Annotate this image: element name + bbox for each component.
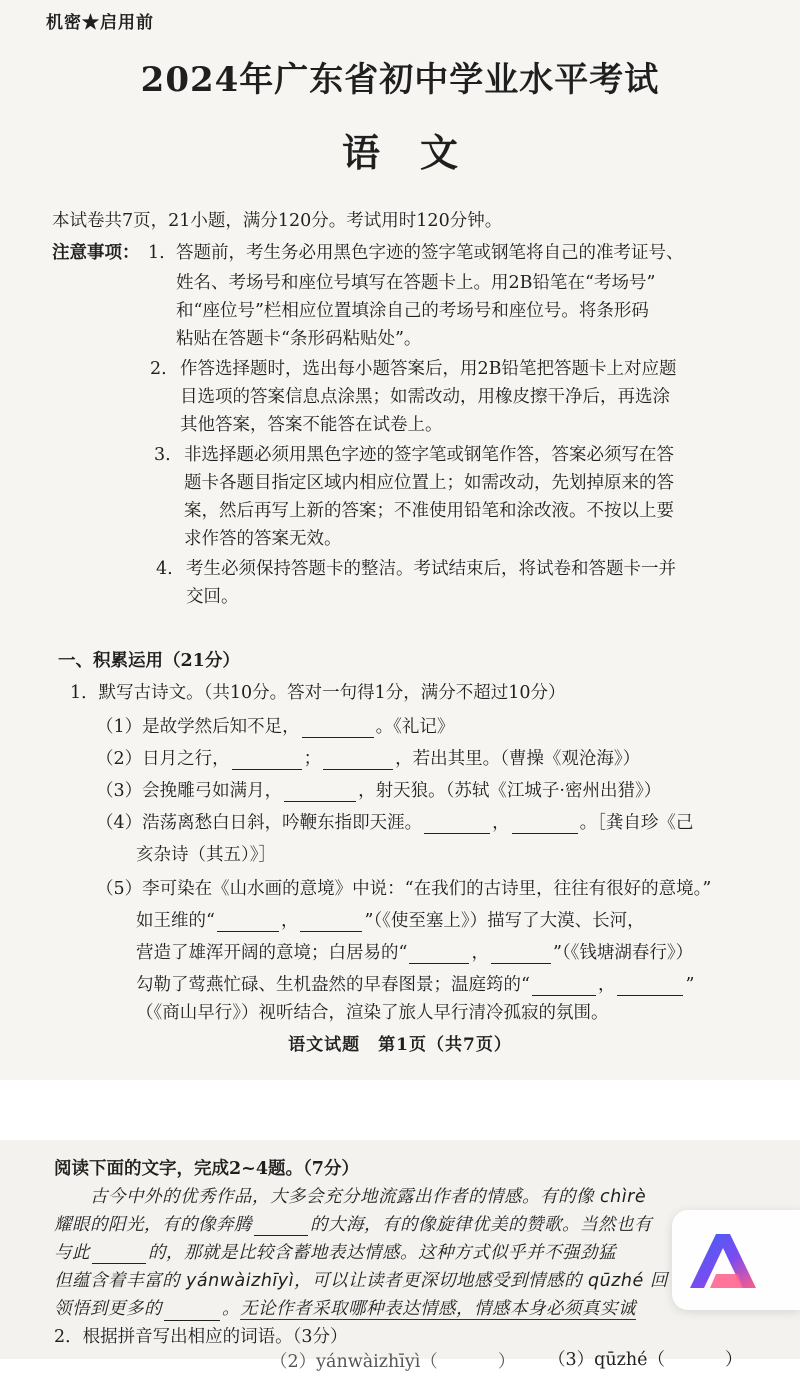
- answer-blank[interactable]: [323, 751, 393, 770]
- a-letter-logo-icon: [672, 1210, 800, 1310]
- question-2-stem: 2．根据拼音写出相应的词语。（3分）: [54, 1327, 348, 1347]
- note-3-line-3: 案，然后再写上新的答案；不准使用铅笔和涂改液。不按以上要: [184, 501, 674, 521]
- answer-blank[interactable]: [284, 783, 356, 802]
- passage-line-2: 耀眼的阳光，有的像奔腾 的大海，有的像旋律优美的赞歌。当然也有: [54, 1215, 652, 1235]
- note-1-line-2: 姓名、考场号和座位号填写在答题卡上。用2B铅笔在“考场号”: [176, 273, 656, 293]
- q1-sub-5-line-5: （《商山早行》）视听结合，渲染了旅人早行清冷孤寂的氛围。: [136, 1003, 609, 1023]
- q1-sub-5-line-2: 如王维的“ ， ”（《使至塞上》）描写了大漠、长河，: [136, 911, 645, 931]
- answer-blank[interactable]: [92, 1245, 146, 1264]
- subject-title: 语文: [341, 130, 498, 175]
- answer-blank[interactable]: [302, 719, 374, 738]
- note-1-line-1: 答题前，考生务必用黑色字迹的签字笔或钢笔将自己的准考证号、: [176, 243, 684, 263]
- note-4-line-2: 交回。: [186, 587, 239, 607]
- q1-sub-5-line-4: 勾勒了莺燕忙碌、生机盎然的早春图景；温庭筠的“ ， ”: [136, 975, 695, 995]
- note-1-line-4: 粘贴在答题卡“条形码粘贴处”。: [176, 329, 422, 349]
- q1-sub-2: （2）日月之行， ； ，若出其里。（曹操《观沧海》）: [96, 749, 641, 769]
- note-2-number: 2.: [150, 359, 167, 379]
- secret-label: 机密★启用前: [46, 13, 154, 33]
- q2-sub-3: （3）qūzhé（ ）: [548, 1350, 743, 1370]
- answer-blank[interactable]: [164, 1302, 220, 1321]
- passage-line-1: 古今中外的优秀作品，大多会充分地流露出作者的情感。有的像 chìrè: [90, 1187, 647, 1207]
- note-2-line-2: 目选项的答案信息点涂黑；如需改动，用橡皮擦干净后，再选涂: [180, 387, 670, 407]
- answer-blank[interactable]: [424, 815, 490, 834]
- q2-sub-2: （2）yánwàizhīyì（ ）: [270, 1352, 516, 1372]
- notes-label: 注意事项：: [52, 243, 140, 263]
- underlined-sentence: 无论作者采取哪种表达情感，情感本身必须真实诚: [240, 1299, 636, 1319]
- intro-text: 本试卷共7页，21小题，满分120分。考试用时120分钟。: [52, 211, 503, 231]
- note-2-line-1: 作答选择题时，选出每小题答案后，用2B铅笔把答题卡上对应题: [180, 359, 677, 379]
- note-4-number: 4.: [156, 559, 173, 579]
- answer-blank[interactable]: [300, 913, 362, 932]
- q1-sub-4-cont: 亥杂诗（其五）》］: [136, 845, 276, 865]
- passage-line-5: 领悟到更多的 。无论作者采取哪种表达情感，情感本身必须真实诚: [54, 1299, 636, 1319]
- answer-blank[interactable]: [532, 977, 596, 996]
- question-1-stem: 1．默写古诗文。（共10分。答对一句得1分，满分不超过10分）: [70, 683, 566, 703]
- q1-sub-3: （3）会挽雕弓如满月， ，射天狼。（苏轼《江城子·密州出猎》）: [96, 781, 662, 801]
- section-1-title: 一、积累运用（21分）: [58, 651, 240, 671]
- answer-blank[interactable]: [491, 945, 551, 964]
- q1-sub-5-line-1: （5）李可染在《山水画的意境》中说：“在我们的古诗里，往往有很好的意境。”: [96, 879, 712, 899]
- note-3-line-1: 非选择题必须用黑色字迹的签字笔或钢笔作答，答案必须写在答: [184, 445, 674, 465]
- passage-line-3: 与此 的，那就是比较含蓄地表达情感。这种方式似乎并不强劲猛: [54, 1243, 616, 1263]
- sub-number: （2）: [96, 749, 143, 769]
- answer-blank[interactable]: [254, 1217, 308, 1236]
- answer-blank[interactable]: [512, 815, 578, 834]
- answer-blank[interactable]: [617, 977, 683, 996]
- sub-number: （4）: [96, 813, 143, 833]
- q1-sub-4: （4）浩荡离愁白日斜，吟鞭东指即天涯。 ， 。［龚自珍《己: [96, 813, 694, 833]
- page-footer: 语文试题 第1页（共7页）: [288, 1035, 512, 1055]
- note-2-line-3: 其他答案，答案不能答在试卷上。: [180, 415, 443, 435]
- page-gap: [0, 1080, 800, 1140]
- note-1-number: 1.: [148, 243, 165, 263]
- answer-blank[interactable]: [217, 913, 279, 932]
- sub-number: （1）: [96, 717, 143, 737]
- reading-instruction: 阅读下面的文字，完成2~4题。（7分）: [54, 1159, 359, 1179]
- passage-line-4: 但蕴含着丰富的 yánwàizhīyì，可以让读者更深切地感受到情感的 qūzhé 回: [54, 1271, 668, 1291]
- note-3-number: 3.: [154, 445, 171, 465]
- note-3-line-4: 求作答的答案无效。: [184, 529, 342, 549]
- answer-blank[interactable]: [409, 945, 469, 964]
- q1-sub-1: （1）是故学然后知不足， 。《礼记》: [96, 717, 455, 737]
- exam-title: 2024年广东省初中学业水平考试: [140, 60, 660, 100]
- note-1-line-3: 和“座位号”栏相应位置填涂自己的考场号和座位号。将条形码: [176, 301, 649, 321]
- note-4-line-1: 考生必须保持答题卡的整洁。考试结束后，将试卷和答题卡一并: [186, 559, 676, 579]
- sub-number: （5）: [96, 879, 143, 899]
- q1-sub-5-line-3: 营造了雄浑开阔的意境；白居易的“ ， ”（《钱塘湖春行》）: [136, 943, 694, 963]
- answer-blank[interactable]: [232, 751, 302, 770]
- note-3-line-2: 题卡各题目指定区域内相应位置上；如需改动，先划掉原来的答: [184, 473, 674, 493]
- app-logo-button[interactable]: [672, 1210, 800, 1310]
- sub-number: （3）: [96, 781, 143, 801]
